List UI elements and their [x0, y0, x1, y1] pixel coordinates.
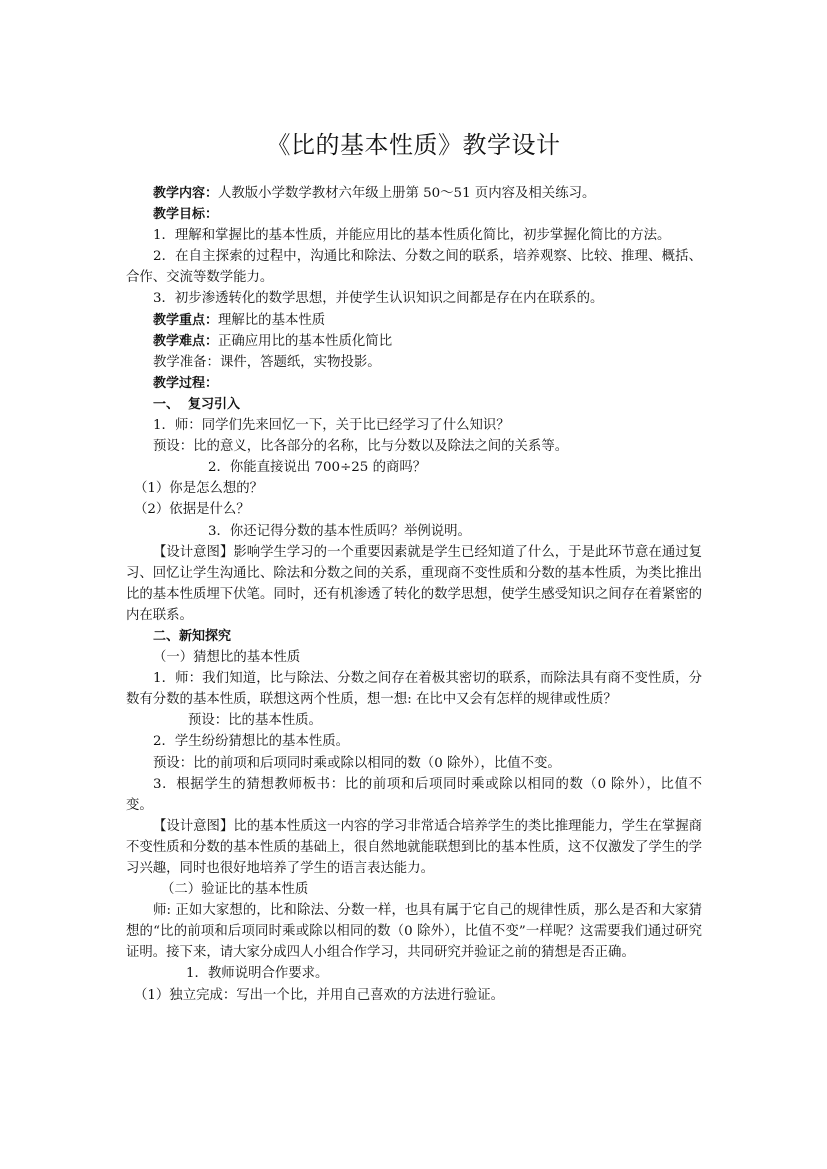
teaching-goals-label: 教学目标：: [153, 207, 219, 223]
verify-paragraph-1: 师: 正如大家想的，比和除法、分数一样，也具有属于它自己的规律性质，那么是否和大家猜想的“比的前项和后项同时乘或除以相同的数（0 除外），比值不变”一样呢？这需要我们通过研究证明。接下来，请大家分成四人小组合作学习，共同研究并验证之前的猜想是否正确。: [126, 903, 702, 961]
design-intent-text: 影响学生学习的一个重要因素就是学生已经知道了什么，于是此环节意在通过复习、回忆让学生沟通比、除法和分数之间的关系，重现商不变性质和分数的基本性质，为类比推出比的基本性质埋下伏笔。同时，还有机渗透了转化的数学思想，使学生感受知识之间存在着紧密的内在联系。: [126, 544, 703, 623]
review-question-3: 3．你还记得分数的基本性质吗？举例说明。: [208, 523, 471, 539]
teaching-process-heading: [126, 373, 702, 394]
guess-paragraph-3: 3．根据学生的猜想教师板书：比的前项和后项同时乘或除以相同的数（0 除外），比值不变。: [126, 776, 702, 813]
subsection-guess: （一）猜想比的基本性质: [153, 650, 301, 666]
section2-heading-text: 二、新知探究: [153, 628, 232, 644]
guess-preset-1: 预设：比的基本性质。: [188, 713, 322, 729]
guess-paragraph-2: 2．学生纷纷猜想比的基本性质。: [153, 734, 349, 750]
section1-heading-text: 一、 复习引入: [153, 396, 241, 412]
review-question-2b: （2）依据是什么？: [134, 502, 250, 518]
key-point-text: 理解比的基本性质: [218, 312, 326, 328]
subsection-verify: （二）验证比的基本性质: [161, 882, 309, 898]
section2-heading: [126, 626, 702, 647]
review-preset-1: 预设：比的意义，比各部分的名称，比与分数以及除法之间的关系等。: [153, 439, 569, 455]
review-question-2: 2．你能直接说出 700÷25 的商吗？: [208, 460, 427, 476]
review-question-1: 1．师：同学们先来回忆一下，关于比已经学习了什么知识？: [153, 418, 510, 434]
design-intent-text: 比的基本性质这一内容的学习非常适合培养学生的类比推理能力，学生在掌握商不变性质和分数的基本性质的基础上，很自然地就能联想到比的基本性质，这不仅激发了学生的学习兴趣，同时也很好地培养了学生的语言表达能力。: [126, 818, 703, 876]
teaching-goals-heading: [126, 204, 702, 225]
preparation-line: 教学准备：课件，答题纸，实物投影。: [153, 354, 381, 370]
design-intent-label: 【设计意图】: [153, 544, 234, 560]
design-intent-1: [126, 542, 702, 626]
teaching-process-label: 教学过程：: [153, 375, 219, 391]
section1-heading: [126, 394, 702, 415]
verify-paragraph-2: 1．教师说明合作要求。: [186, 966, 329, 982]
goal-item: 3．初步渗透转化的数学思想，并使学生认识知识之间都是存在内在联系的。: [153, 291, 604, 307]
goal-item: 1．理解和掌握比的基本性质，并能应用比的基本性质化简比，初步掌握化简比的方法。: [153, 228, 671, 244]
guess-paragraph-1: 1．师：我们知道，比与除法、分数之间存在着极其密切的联系，而除法具有商不变性质，分数有分数的基本性质，联想这两个性质，想一想: 在比中又会有怎样的规律或性质？: [126, 671, 702, 708]
guess-preset-2: 预设：比的前项和后项同时乘或除以相同的数（0 除外），比值不变。: [153, 755, 561, 771]
teaching-content-text: 人教版小学数学教材六年级上册第 50～51 页内容及相关练习。: [218, 186, 596, 201]
design-intent-2: [126, 816, 702, 879]
difficulty-line: [126, 331, 702, 352]
goal-item: 2．在自主探索的过程中，沟通比和除法、分数之间的联系，培养观察、比较、推理、概括、合作、交流等数学能力。: [126, 249, 702, 286]
key-point-label: 教学重点：: [153, 312, 219, 328]
design-intent-label: 【设计意图】: [153, 818, 234, 834]
verify-paragraph-3: （1）独立完成：写出一个比，并用自己喜欢的方法进行验证。: [134, 987, 505, 1003]
teaching-content-line: [126, 183, 702, 204]
document-body: [126, 183, 702, 1006]
teaching-content-label: 教学内容：: [153, 186, 219, 201]
document-title: 《比的基本性质》教学设计: [266, 131, 561, 159]
difficulty-text: 正确应用比的基本性质化简比: [218, 333, 393, 349]
difficulty-label: 教学难点：: [153, 333, 219, 349]
review-question-2a: （1）你是怎么想的？: [134, 481, 264, 497]
key-point-line: [126, 310, 702, 331]
